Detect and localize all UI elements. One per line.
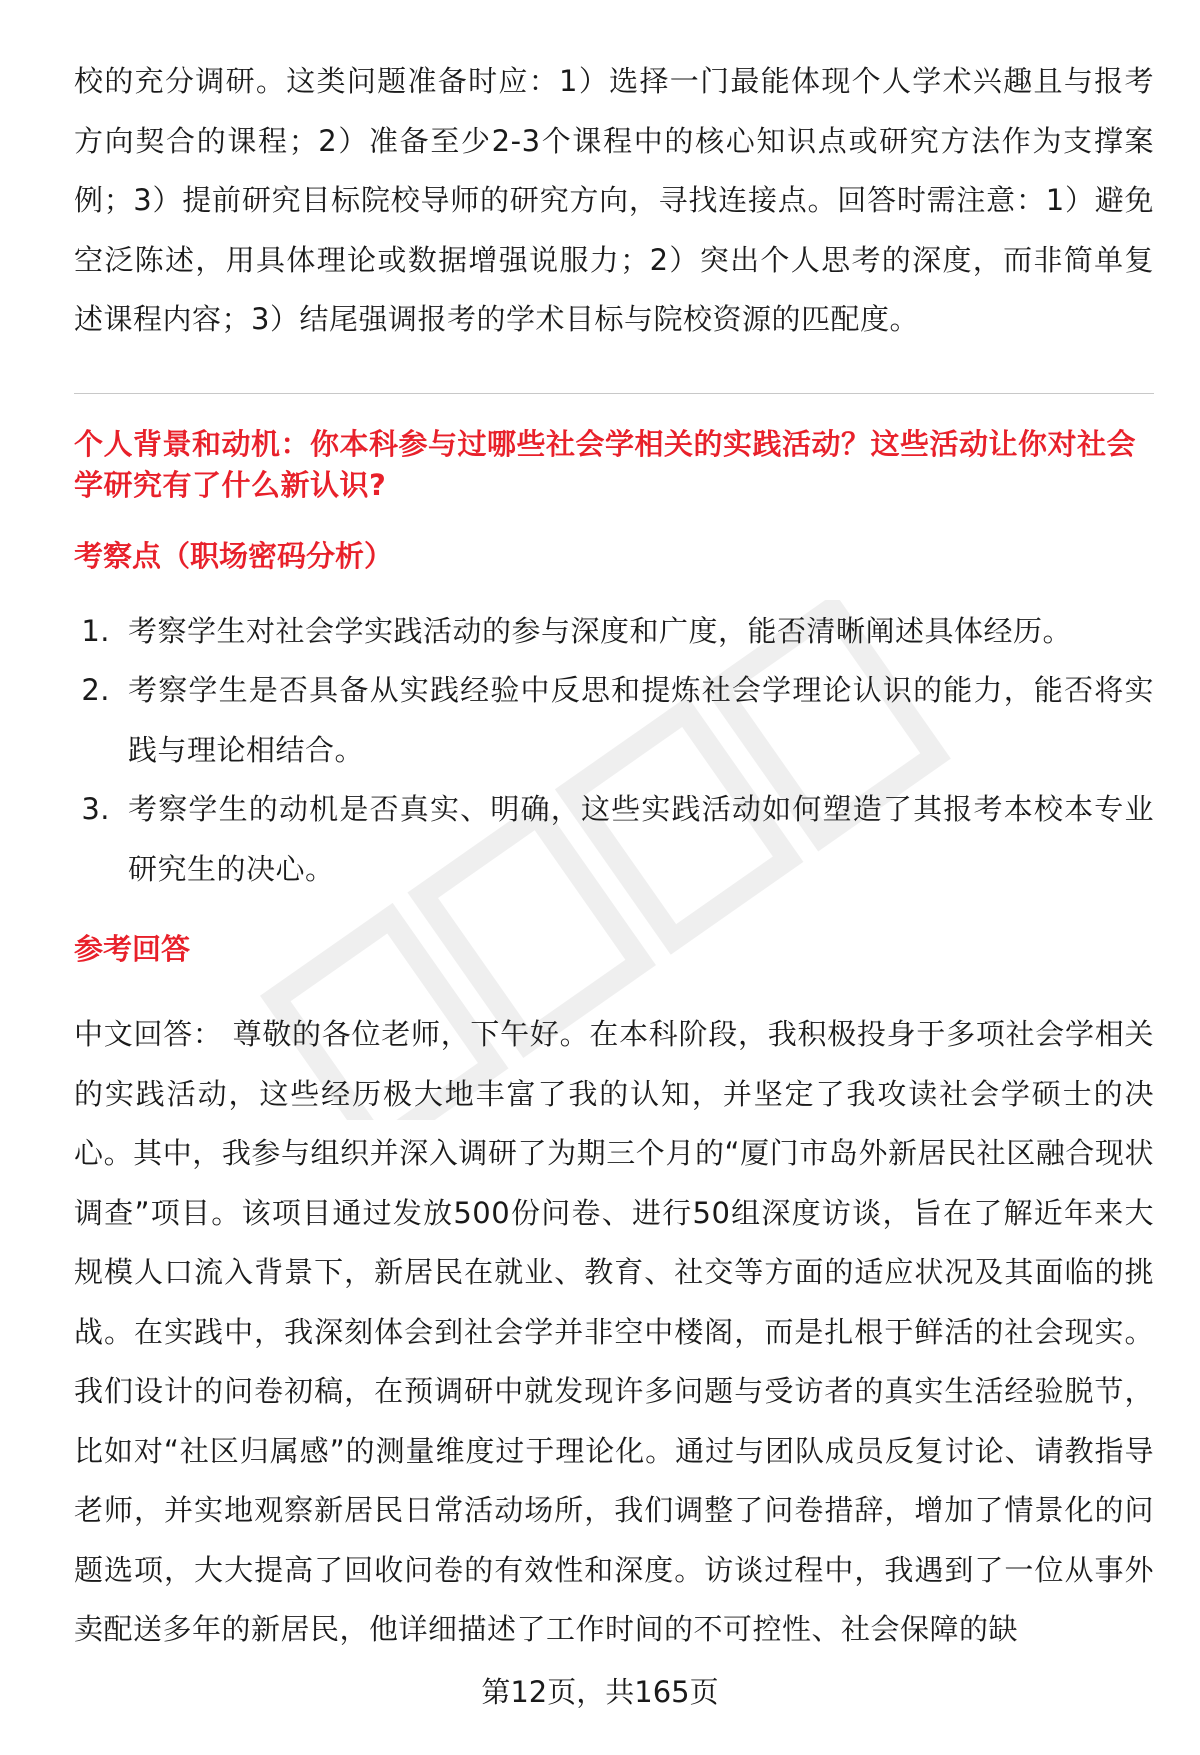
reference-heading: 参考回答	[74, 932, 191, 966]
intro-paragraph: 校的充分调研。这类问题准备时应：1）选择一门最能体现个人学术兴趣且与报考方向契合的课程；2）准备至少2-3个课程中的核心知识点或研究方法作为支撑案例；3）提前研究目标院校导师的研究方向，寻找连接点。回答时需注意：1）避免空泛陈述，用具体理论或数据增强说服力；2）突出个人思考的深度，而非简单复述课程内容；3）结尾强调报考的学术目标与院校资源的匹配度。	[74, 64, 1154, 336]
reference-answer: 中文回答： 尊敬的各位老师，下午好。在本科阶段，我积极投身于多项社会学相关的实践活动，这些经历极大地丰富了我的认知，并坚定了我攻读社会学硕士的决心。其中，我参与组织并深入调研了为期三个月的“厦门市岛外新居民社区融合现状调查”项目。该项目通过发放500份问卷、进行50组深度访谈，旨在了解近年来大规模人口流入背景下，新居民在就业、教育、社交等方面的适应状况及其面临的挑战。在实践中，我深刻体会到社会学并非空中楼阁，而是扎根于鲜活的社会现实。我们设计的问卷初稿，在预调研中就发现许多问题与受访者的真实生活经验脱节，比如对“社区归属感”的测量维度过于理论化。通过与团队成员反复讨论、请教指导老师，并实地观察新居民日常活动场所，我们调整了问卷措辞，增加了情景化的问题选项，大大提高了回收问卷的有效性和深度。访谈过程中，我遇到了一位从事外卖配送多年的新居民，他详细描述了工作时间的不可控性、社会保障的缺	[74, 1017, 1154, 1646]
assessment-list	[74, 602, 1154, 900]
assessment-heading: 考察点（职场密码分析）	[74, 538, 394, 573]
list-item-number: 3.	[81, 792, 110, 826]
page-number: 第12页，共165页	[481, 1675, 719, 1709]
list-item-number: 1.	[81, 613, 110, 648]
list-item-text: 考察学生是否具备从实践经验中反思和提炼社会学理论认识的能力，能否将实践与理论相结合。	[128, 673, 1154, 767]
list-item-text: 考察学生的动机是否真实、明确，这些实践活动如何塑造了其报考本校本专业研究生的决心。	[128, 792, 1154, 886]
interview-question: 个人背景和动机：你本科参与过哪些社会学相关的实践活动？这些活动让你对社会学研究有了什么新认识?	[74, 426, 1137, 502]
list-item	[74, 602, 1154, 662]
list-item-number: 2.	[81, 673, 110, 707]
list-item-text: 考察学生对社会学实践活动的参与深度和广度，能否清晰阐述具体经历。	[128, 613, 1073, 648]
list-item	[74, 780, 1154, 899]
section-divider	[74, 393, 1154, 394]
list-item	[74, 661, 1154, 780]
document-page	[74, 52, 1154, 1660]
